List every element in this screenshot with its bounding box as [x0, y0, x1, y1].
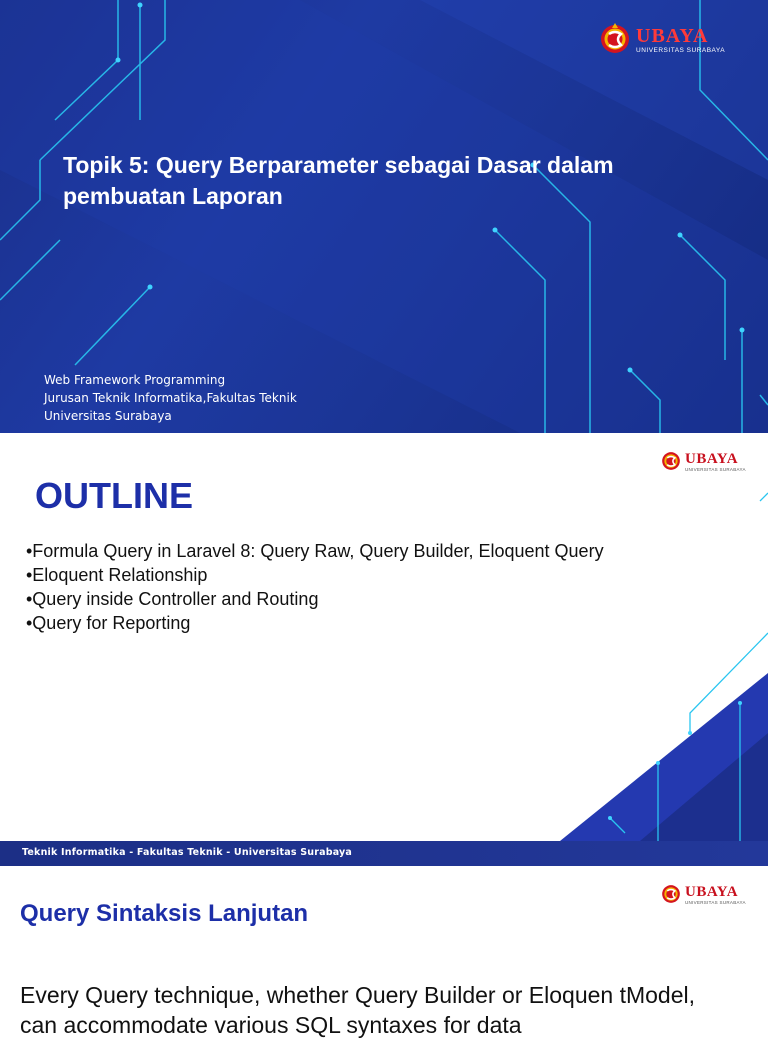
slide-footer [0, 841, 768, 866]
list-item: •Formula Query in Laravel 8: Query Raw, Query Builder, Eloquent Query [26, 541, 604, 561]
slide-title: Query Sintaksis Lanjutan [20, 900, 309, 927]
outline-list [26, 539, 646, 635]
ubaya-emblem-icon [598, 20, 632, 58]
logo-name: UBAYA [685, 883, 739, 900]
ubaya-emblem-icon [660, 449, 682, 473]
title-slide [0, 0, 768, 433]
slide-subtitle [44, 371, 297, 425]
ubaya-logo [660, 449, 746, 473]
course-name: Web Framework Programming [44, 373, 226, 387]
ubaya-emblem-icon [660, 882, 682, 906]
list-item: •Query inside Controller and Routing [26, 589, 319, 609]
slide-title: Topik 5: Query Berparameter sebagai Dasar dalam pembuatan Laporan [63, 152, 614, 209]
footer-text: Teknik Informatika - Fakultas Teknik - Universitas Surabaya [22, 847, 353, 858]
logo-tagline: UNIVERSITAS SURABAYA [685, 466, 746, 472]
university-name: Universitas Surabaya [44, 409, 172, 423]
body-text: Every Query technique, whether Query Builder or Eloquen tModel, can accommodate various SQL syntaxes for data [20, 982, 696, 1038]
content-slide [0, 866, 768, 1038]
logo-name: UBAYA [636, 24, 709, 47]
logo-tagline: UNIVERSITAS SURABAYA [636, 46, 726, 54]
department-name: Jurusan Teknik Informatika,Fakultas Teknik [44, 391, 297, 405]
ubaya-logo [660, 882, 746, 906]
slide-title: OUTLINE [35, 475, 193, 516]
logo-name: UBAYA [685, 450, 739, 467]
list-item: •Eloquent Relationship [26, 565, 208, 585]
circuit-decoration [0, 0, 768, 433]
outline-slide [0, 433, 768, 866]
logo-tagline: UNIVERSITAS SURABAYA [685, 899, 746, 905]
list-item: •Query for Reporting [26, 613, 191, 633]
ubaya-logo [598, 20, 725, 58]
